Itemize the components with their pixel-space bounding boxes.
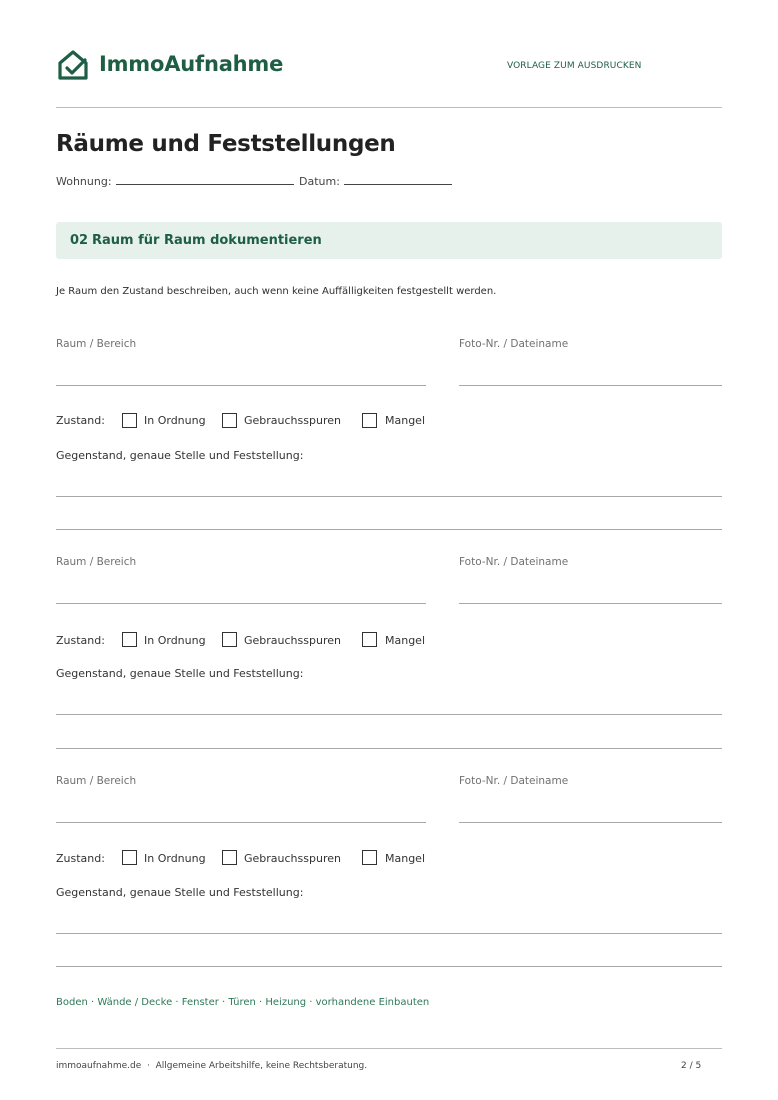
room-block: [56, 556, 722, 766]
date-blank[interactable]: [344, 176, 452, 185]
apartment-field[interactable]: [56, 175, 294, 188]
option-gebrauchsspuren: Gebrauchsspuren: [244, 634, 341, 647]
photo-label: Foto-Nr. / Dateiname: [459, 775, 569, 787]
date-label: Datum:: [299, 175, 340, 188]
option-in-ordnung: In Ordnung: [144, 414, 206, 427]
description-line-1[interactable]: [56, 933, 722, 934]
room-input-line[interactable]: [56, 385, 426, 386]
footer-divider: [56, 1048, 722, 1049]
description-line-1[interactable]: [56, 714, 722, 715]
option-mangel: Mangel: [385, 634, 426, 647]
description-line-2[interactable]: [56, 529, 722, 530]
checkbox-gebrauchsspuren[interactable]: [222, 413, 237, 428]
page-title: Räume und Feststellungen: [56, 131, 396, 157]
section-number: 02: [70, 233, 89, 248]
option-mangel: Mangel: [385, 852, 426, 865]
brand-name: ImmoAufnahme: [99, 52, 284, 76]
apartment-blank[interactable]: [116, 176, 294, 185]
photo-label: Foto-Nr. / Dateiname: [459, 338, 569, 350]
checkbox-in-ordnung[interactable]: [122, 413, 137, 428]
intro-text: Je Raum den Zustand beschreiben, auch wenn keine Auffälligkeiten festgestellt werden.: [56, 286, 497, 297]
photo-input-line[interactable]: [459, 385, 722, 386]
room-input-line[interactable]: [56, 822, 426, 823]
checkbox-mangel[interactable]: [362, 632, 377, 647]
date-field[interactable]: [299, 175, 452, 188]
room-label: Raum / Bereich: [56, 338, 137, 350]
description-label: Gegenstand, genaue Stelle und Feststellung:: [56, 449, 304, 462]
header-divider: [56, 107, 722, 108]
checkbox-mangel[interactable]: [362, 850, 377, 865]
room-label: Raum / Bereich: [56, 775, 137, 787]
description-label: Gegenstand, genaue Stelle und Feststellung:: [56, 886, 304, 899]
room-block: [56, 338, 722, 548]
checkbox-gebrauchsspuren[interactable]: [222, 850, 237, 865]
section-header: [56, 222, 722, 259]
room-block: [56, 775, 722, 985]
condition-label: Zustand:: [56, 414, 105, 427]
option-mangel: Mangel: [385, 414, 426, 427]
description-line-2[interactable]: [56, 966, 722, 967]
checklist-hints: Boden · Wände / Decke · Fenster · Türen · Heizung · vorhandene Einbauten: [56, 997, 430, 1008]
checkbox-mangel[interactable]: [362, 413, 377, 428]
photo-input-line[interactable]: [459, 603, 722, 604]
option-gebrauchsspuren: Gebrauchsspuren: [244, 852, 341, 865]
option-in-ordnung: In Ordnung: [144, 634, 206, 647]
page-number: 2 / 5: [681, 1061, 702, 1071]
apartment-label: Wohnung:: [56, 175, 112, 188]
section-title: Raum für Raum dokumentieren: [92, 233, 322, 248]
checkbox-gebrauchsspuren[interactable]: [222, 632, 237, 647]
room-label: Raum / Bereich: [56, 556, 137, 568]
photo-input-line[interactable]: [459, 822, 722, 823]
print-note: VORLAGE ZUM AUSDRUCKEN: [507, 61, 642, 71]
description-line-1[interactable]: [56, 496, 722, 497]
page-header: [56, 48, 722, 84]
room-input-line[interactable]: [56, 603, 426, 604]
checkbox-in-ordnung[interactable]: [122, 850, 137, 865]
footer-note: immoaufnahme.de · Allgemeine Arbeitshilfe, keine Rechtsberatung.: [56, 1061, 368, 1071]
option-in-ordnung: In Ordnung: [144, 852, 206, 865]
option-gebrauchsspuren: Gebrauchsspuren: [244, 414, 341, 427]
house-check-icon: [56, 48, 90, 82]
condition-label: Zustand:: [56, 634, 105, 647]
description-line-2[interactable]: [56, 748, 722, 749]
checkbox-in-ordnung[interactable]: [122, 632, 137, 647]
photo-label: Foto-Nr. / Dateiname: [459, 556, 569, 568]
condition-label: Zustand:: [56, 852, 105, 865]
description-label: Gegenstand, genaue Stelle und Feststellung:: [56, 667, 304, 680]
